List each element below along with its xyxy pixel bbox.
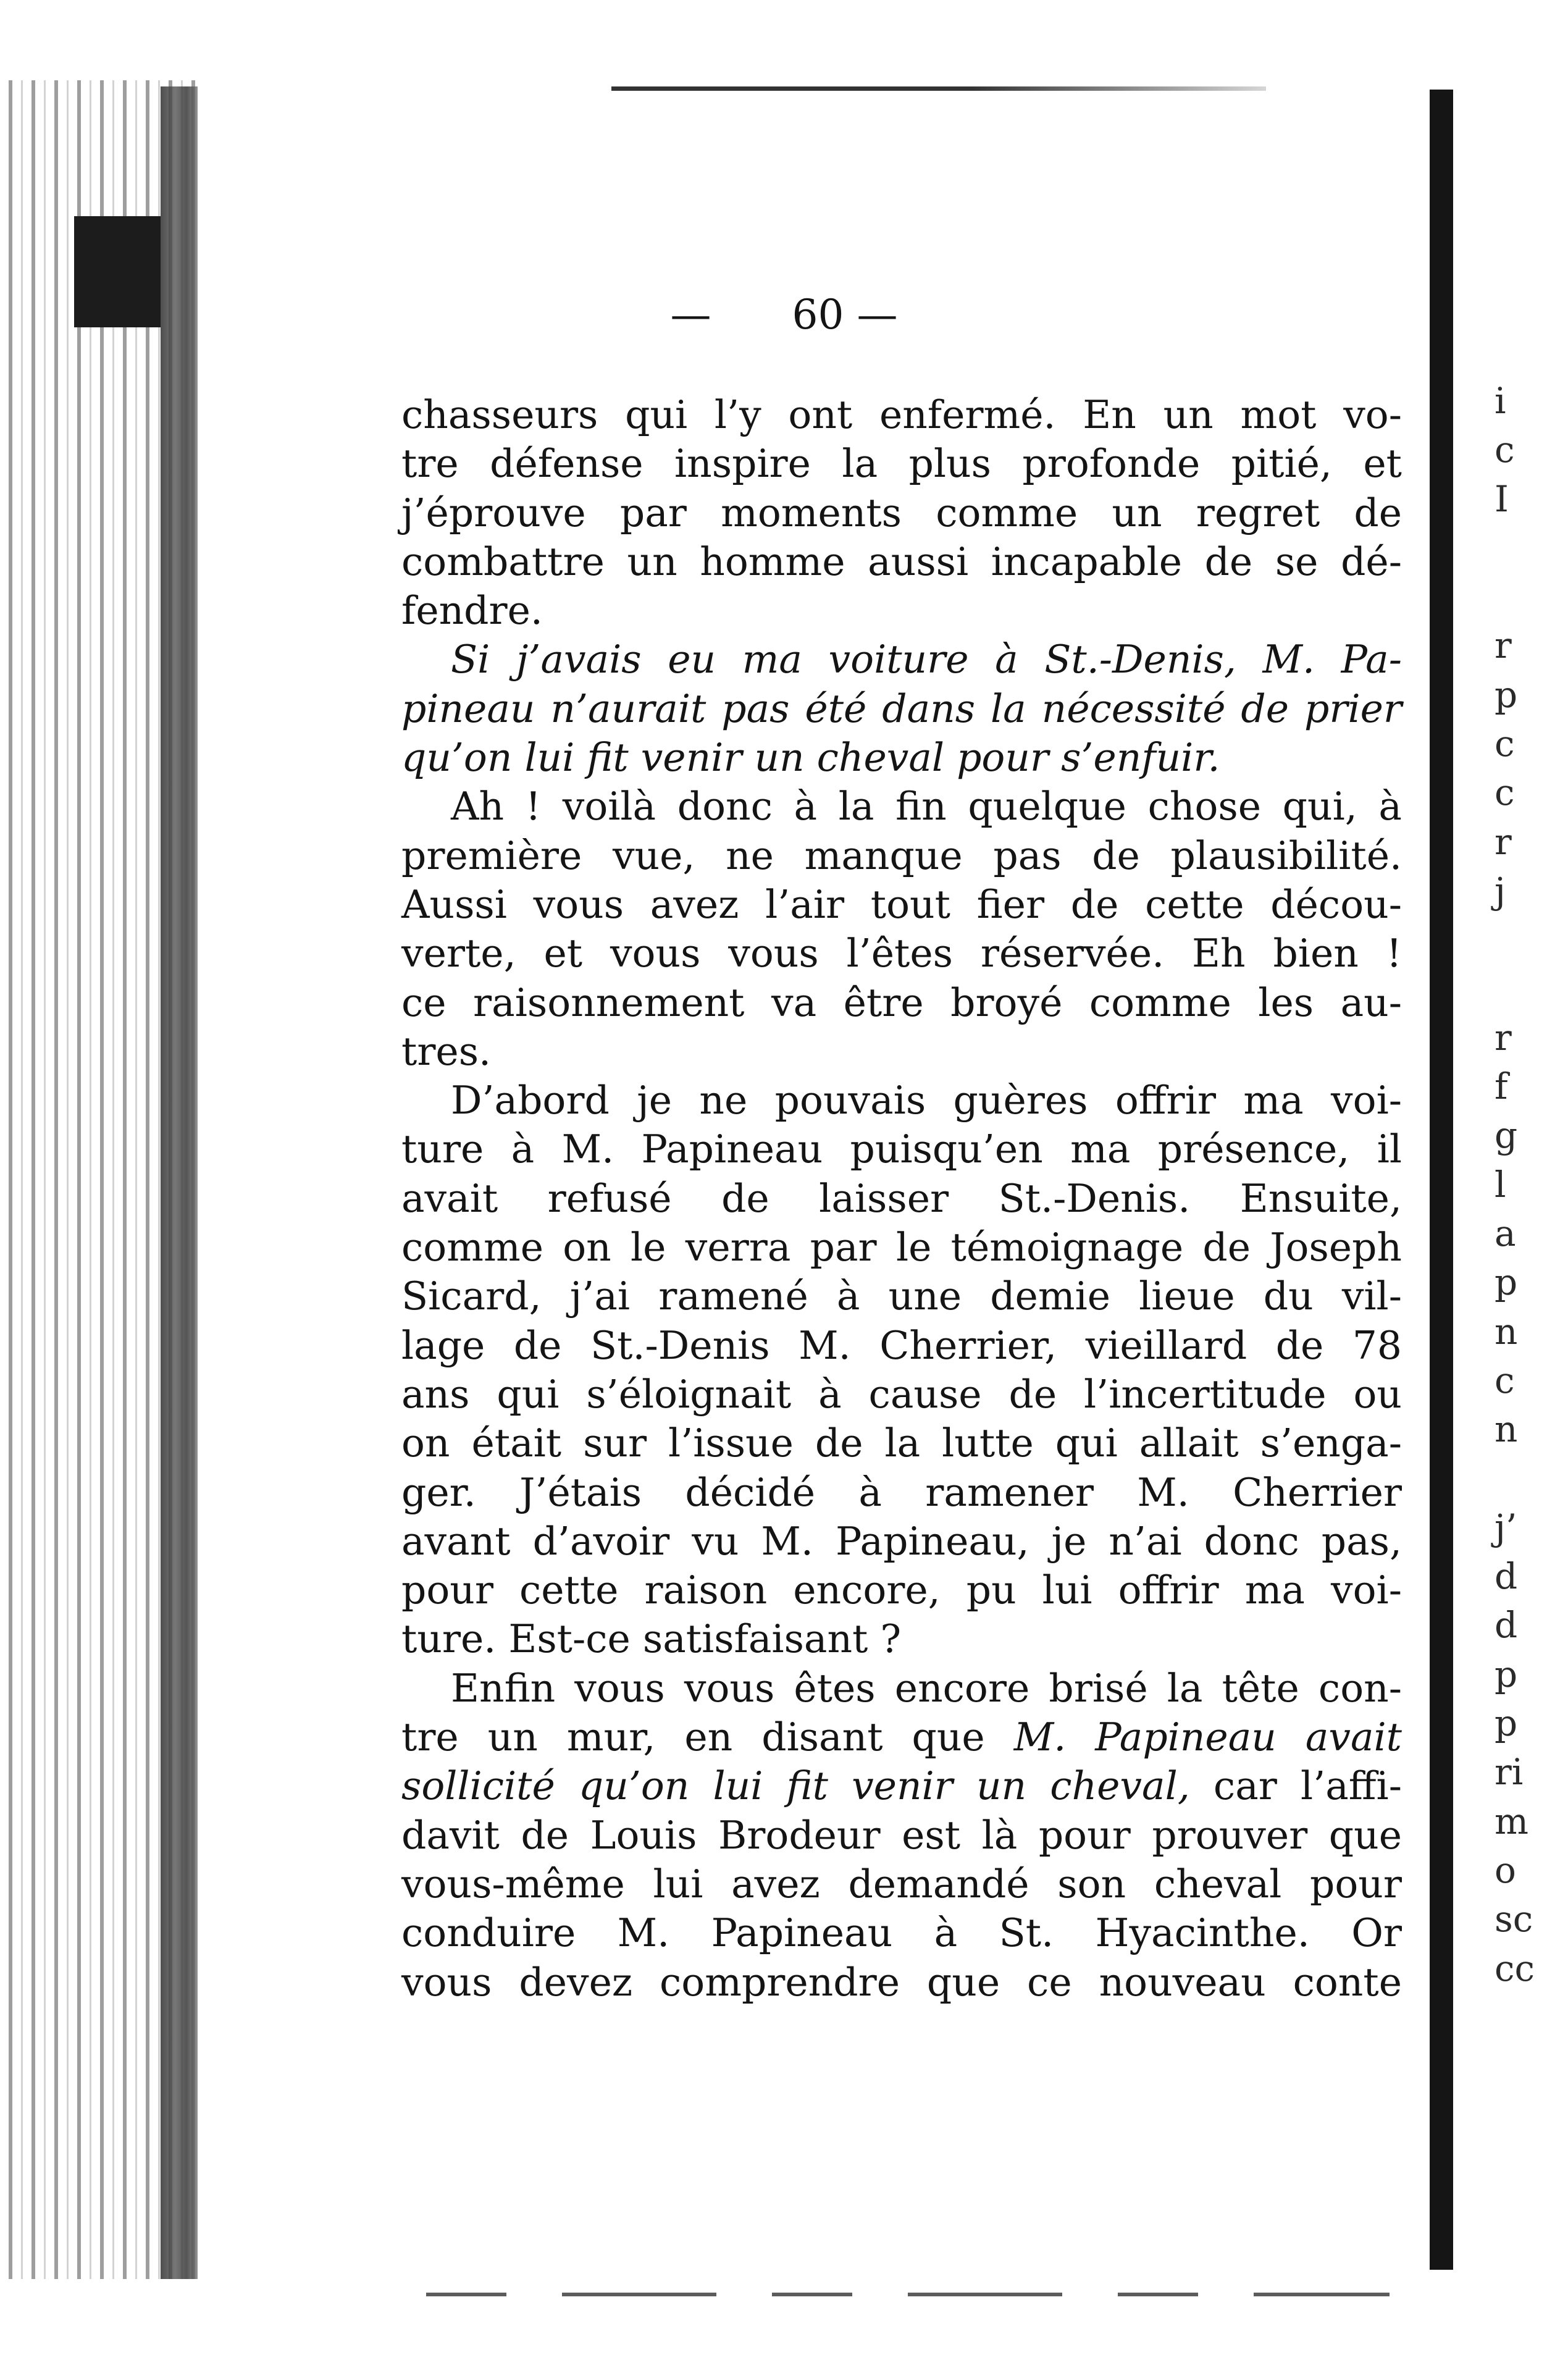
top-scan-rule <box>611 86 1266 91</box>
text-line: avait refusé de laisser St.-Denis. Ensuite, <box>401 1175 1402 1221</box>
bleed-letter: j <box>1495 869 1506 912</box>
page-number <box>0 290 1568 340</box>
text-line: Aussi vous avez l’air tout fier de cette décou- <box>401 881 1402 927</box>
text-line: on était sur l’issue de la lutte qui allait s’enga- <box>401 1421 1402 1466</box>
text-line: ce raisonnement va être broyé comme les au- <box>401 980 1402 1025</box>
bleed-letter: r <box>1495 1016 1512 1059</box>
page-number-value: 60 <box>792 291 844 338</box>
text-line: Si j’avais eu ma voiture à St.-Denis, M. Pa- <box>451 637 1402 682</box>
text-line: conduire M. Papineau à St. Hyacinthe. Or <box>401 1910 1402 1956</box>
bleed-letter: j’ <box>1495 1506 1517 1548</box>
bleed-letter: c <box>1495 771 1515 814</box>
bleed-letter: p <box>1495 1261 1518 1304</box>
text-line: chasseurs qui l’y ont enfermé. En un mot vo- <box>401 392 1402 437</box>
bleed-letter: r <box>1495 820 1512 863</box>
bleed-letter: ri <box>1495 1751 1524 1794</box>
bleed-letter: c <box>1495 1359 1515 1401</box>
binding-shadow-bar <box>161 86 198 2279</box>
right-binding-rule <box>1430 90 1453 2270</box>
bleed-letter: f <box>1495 1065 1508 1108</box>
text-line: davit de Louis Brodeur est là pour prouver que <box>401 1812 1402 1858</box>
bleed-letter: p <box>1495 1702 1518 1745</box>
text-line: D’abord je ne pouvais guères offrir ma voi- <box>451 1078 1402 1123</box>
text-line: Enfin vous vous êtes encore brisé la tête con- <box>451 1665 1402 1711</box>
bleed-letter: o <box>1495 1849 1516 1891</box>
text-line: tres. <box>401 1028 492 1074</box>
text-run: tre un mur, en disant que <box>401 1715 1014 1760</box>
bleed-letter: r <box>1495 624 1512 667</box>
body-text <box>401 390 1402 2007</box>
bleed-letter: m <box>1495 1800 1528 1842</box>
bleed-letter: I <box>1495 477 1509 520</box>
bleed-letter <box>1495 965 1562 1014</box>
text-line: pineau n’aurait pas été dans la nécessité de prier <box>401 686 1402 731</box>
text-line: qu’on lui fit venir un cheval pour s’enfuir. <box>401 735 1220 781</box>
bleed-letter <box>1495 915 1562 964</box>
text-line: vous-même lui avez demandé son cheval pour <box>401 1861 1402 1907</box>
bleed-letter: c <box>1495 723 1515 765</box>
text-line: ans qui s’éloignait à cause de l’incertitude ou <box>401 1371 1402 1417</box>
bleed-letter: cc <box>1495 1947 1535 1989</box>
bleed-letter: i <box>1495 380 1506 422</box>
text-line: ture. Est-ce satisfaisant ? <box>401 1616 902 1662</box>
text-line: comme on le verra par le témoignage de Joseph <box>401 1225 1402 1270</box>
bleed-letter <box>1495 1455 1562 1503</box>
bleed-letter: a <box>1495 1212 1516 1255</box>
text-line: vous devez comprendre que ce nouveau conte <box>401 1959 1402 2005</box>
bleed-letter <box>1495 573 1562 621</box>
text-line: Sicard, j’ai ramené à une demie lieue du vil- <box>401 1274 1402 1319</box>
text-line <box>401 1761 1402 1810</box>
bleed-letter: d <box>1495 1555 1518 1598</box>
bottom-scan-rule <box>426 2293 1390 2296</box>
bleed-letter: p <box>1495 1653 1518 1695</box>
page-number-dash-left: — <box>670 291 711 338</box>
text-line: verte, et vous vous l’êtes réservée. Eh bien ! <box>401 931 1402 976</box>
bleed-letter: l <box>1495 1163 1506 1206</box>
text-line: combattre un homme aussi incapable de se dé- <box>401 539 1402 584</box>
text-line <box>401 1713 1402 1761</box>
text-line: Ah ! voilà donc à la fin quelque chose qui, à <box>451 784 1402 829</box>
text-run: car l’affi- <box>1189 1763 1402 1809</box>
page-number-dash-right: — <box>857 291 898 338</box>
text-line: ger. J’étais décidé à ramener M. Cherrier <box>401 1469 1402 1515</box>
bleed-letter: n <box>1495 1310 1518 1353</box>
bleed-letter: n <box>1495 1408 1518 1451</box>
text-line: fendre. <box>401 588 543 634</box>
text-line: j’éprouve par moments comme un regret de <box>401 490 1402 535</box>
text-line: pour cette raison encore, pu lui offrir ma voi- <box>401 1568 1402 1613</box>
text-line: avant d’avoir vu M. Papineau, je n’ai donc pas, <box>401 1518 1402 1564</box>
text-line: tre défense inspire la plus profonde pitié, et <box>401 441 1402 487</box>
bleed-letter: g <box>1495 1114 1518 1157</box>
text-line: lage de St.-Denis M. Cherrier, vieillard de 78 <box>401 1322 1402 1368</box>
bleed-letter: d <box>1495 1604 1518 1647</box>
text-line: première vue, ne manque pas de plausibilité. <box>401 833 1402 878</box>
bleed-letter <box>1495 524 1562 573</box>
bleed-letter: sc <box>1495 1898 1533 1941</box>
text-line: ture à M. Papineau puisqu’en ma présence, il <box>401 1127 1402 1172</box>
facing-page-bleed <box>1495 377 1562 1993</box>
italic-run: M. Papineau avait <box>1013 1715 1402 1760</box>
bleed-letter: p <box>1495 673 1518 716</box>
italic-run: sollicité qu’on lui fit venir un cheval, <box>401 1763 1190 1809</box>
bleed-letter: c <box>1495 429 1515 471</box>
